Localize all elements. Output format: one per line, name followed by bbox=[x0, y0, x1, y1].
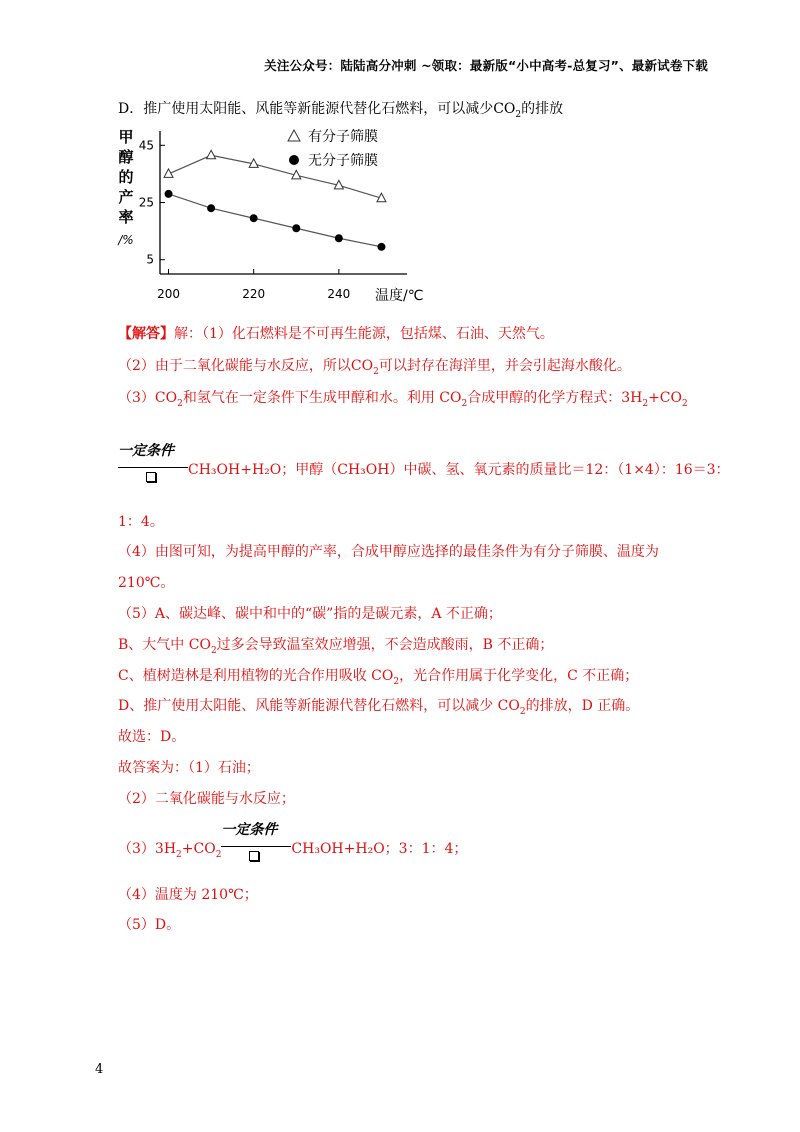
answer-line-5: 1：4。 bbox=[118, 514, 164, 530]
x-tick-label: 220 bbox=[242, 287, 266, 301]
y-tick-label: 5 bbox=[146, 252, 154, 267]
answer-line-16: （4）温度为 210℃； bbox=[118, 887, 258, 903]
methanol-yield-chart bbox=[112, 126, 442, 312]
y-axis-label-char: 产 bbox=[118, 188, 134, 206]
x-tick-label: 200 bbox=[157, 287, 180, 301]
page-number: 4 bbox=[95, 1062, 104, 1077]
x-axis-label: 温度/℃ bbox=[375, 288, 424, 304]
answer-line-1: 【解答】解：（1）化石燃料是不可再生能源，包括煤、石油、天然气。 bbox=[118, 326, 554, 342]
answer-line-8: （5）A、碳达峰、碳中和中的“碳”指的是碳元素，A 不正确； bbox=[118, 606, 502, 622]
answer-line-15: $(3)3H_2+CO_2$ 一定条件 CH₃OH+H₂O；3：1：4； bbox=[118, 822, 468, 860]
data-point-circle bbox=[165, 190, 173, 198]
answer-line-2: （2）由于二氧化碳能与水反应，所以$CO_2$可以封存在海洋里，并会引起海水酸化。 bbox=[118, 358, 631, 377]
answer-line-10: C、植树造林是利用植物的光合作用吸收 $CO_2$，光合作用属于化学变化，C 不正确； bbox=[118, 668, 639, 687]
y-axis-label-char: 醇 bbox=[118, 148, 134, 166]
data-point-triangle bbox=[207, 150, 216, 159]
y-axis-label-char: 甲 bbox=[118, 128, 134, 146]
answer-line-17: （5）D。 bbox=[118, 917, 181, 933]
reaction-condition-2: 一定条件 bbox=[221, 835, 291, 853]
heat-symbol-box bbox=[146, 472, 156, 482]
y-axis-label-char: 的 bbox=[118, 168, 134, 186]
answer-line-4: 一定条件 CH₃OH+H₂O；甲醇（CH₃OH）中碳、氢、氧元素的质量比＝12：（1×4）：16＝3： bbox=[118, 456, 730, 479]
data-point-circle bbox=[207, 204, 215, 212]
answer-line-12: 故选：D。 bbox=[118, 729, 186, 745]
series-line-2 bbox=[169, 194, 382, 247]
legend-marker-circle bbox=[289, 155, 299, 165]
legend-label-2: 无分子筛膜 bbox=[308, 153, 378, 169]
answer-line-6: （4）由图可知，为提高甲醇的产率，合成甲醇应选择的最佳条件为有分子筛膜、温度为 bbox=[118, 544, 659, 560]
legend-marker-triangle bbox=[288, 130, 300, 141]
answer-line-13: 故答案为：（1）石油； bbox=[118, 760, 260, 776]
heat-symbol-box-2 bbox=[249, 851, 259, 861]
data-point-circle bbox=[377, 243, 385, 251]
y-tick-label: 25 bbox=[138, 195, 154, 210]
legend-label-1: 有分子筛膜 bbox=[308, 129, 378, 145]
answer-line-9: B、大气中 $CO_2$过多会导致温室效应增强，不会造成酸雨，B 不正确； bbox=[118, 637, 554, 656]
answer-line-3: $(3)CO_2$和氢气在一定条件下生成甲醇和水。利用 $CO_2$合成甲醇的化学方程式：$3H_2+CO_2$ bbox=[118, 390, 688, 409]
data-point-circle bbox=[292, 224, 300, 232]
x-tick-label: 240 bbox=[327, 287, 351, 301]
option-d: D．推广使用太阳能、风能等新能源代替化石燃料，可以减少$CO_2$的排放 bbox=[118, 101, 564, 120]
answer-line-14: （2）二氧化碳能与水反应； bbox=[118, 791, 295, 807]
data-point-circle bbox=[250, 214, 258, 222]
y-axis-unit: /% bbox=[118, 233, 134, 247]
reaction-condition: 一定条件 bbox=[118, 456, 188, 474]
page-header: 关注公众号：陆陆高分冲刺 ~领取：最新版“小中高考-总复习”、最新试卷下载 bbox=[264, 58, 708, 73]
data-point-circle bbox=[335, 234, 343, 242]
answer-line-7: 210℃。 bbox=[118, 575, 175, 591]
y-tick-label: 45 bbox=[138, 138, 154, 153]
y-axis-label-char: 率 bbox=[118, 208, 134, 226]
answer-line-11: D、推广使用太阳能、风能等新能源代替化石燃料，可以减少 $CO_2$的排放，D 正确。 bbox=[118, 698, 640, 717]
